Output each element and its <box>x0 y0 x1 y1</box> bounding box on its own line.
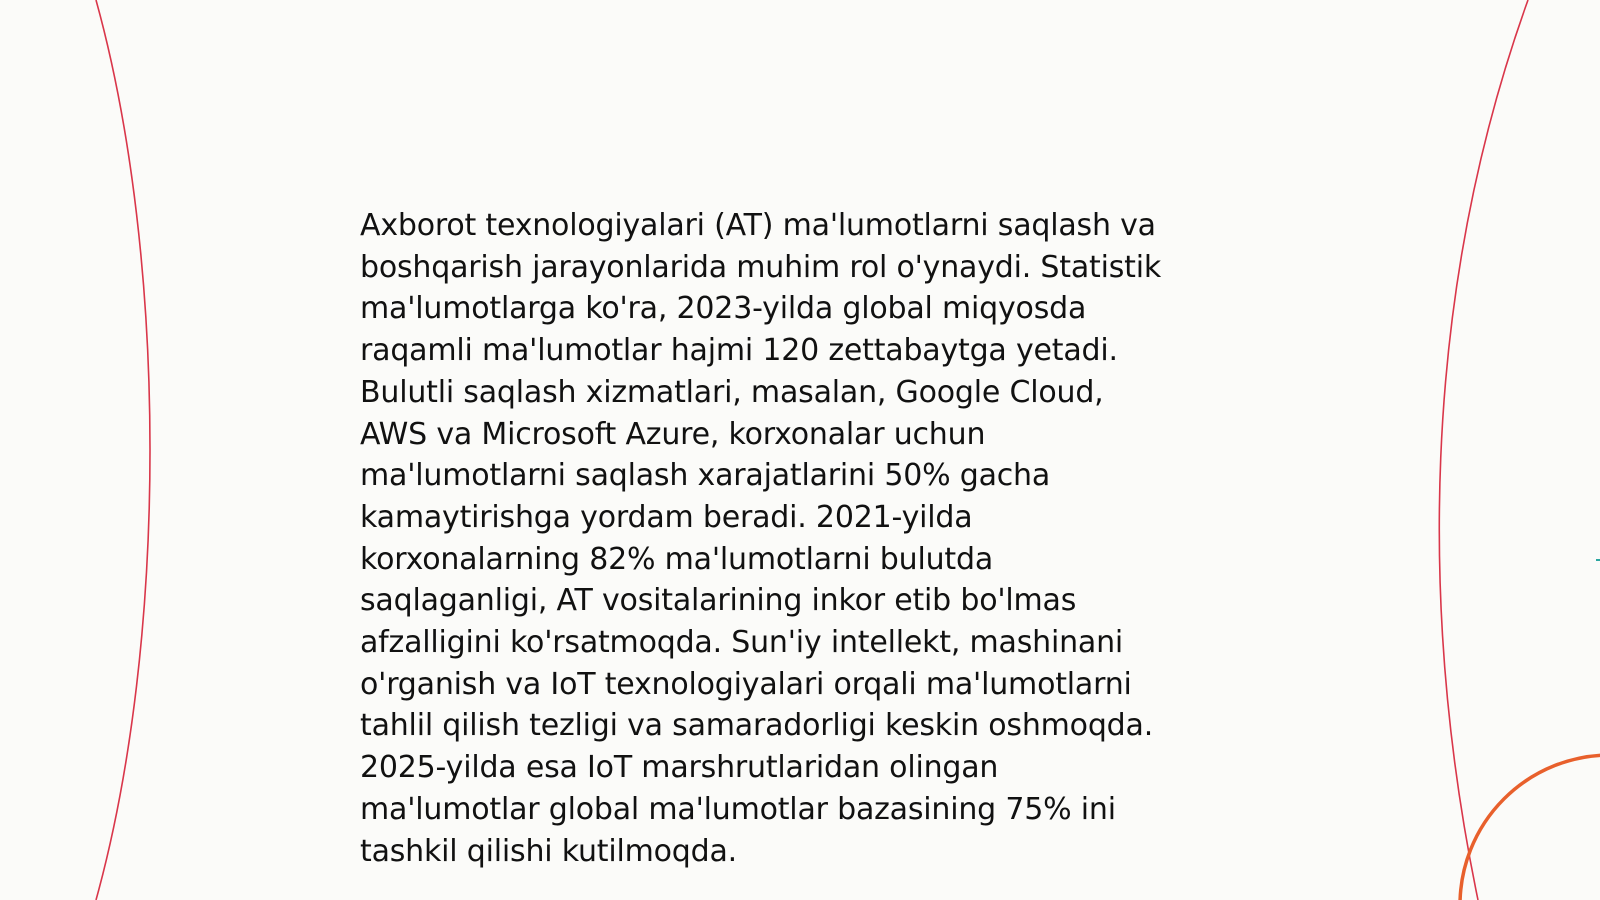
paragraph-line: boshqarish jarayonlarida muhim rol o'ynaydi. Statistik <box>360 249 1162 285</box>
left-arc <box>96 0 150 900</box>
paragraph-line: korxonalarning 82% ma'lumotlarni bulutda <box>360 541 994 577</box>
right-arc <box>1439 0 1528 900</box>
paragraph-line: saqlaganligi, AT vositalarining inkor etib bo'lmas <box>360 583 1077 619</box>
paragraph-line: ma'lumotlarni saqlash xarajatlarini 50% gacha <box>360 458 1051 494</box>
paragraph-line: kamaytirishga yordam beradi. 2021-yilda <box>360 499 973 535</box>
paragraph-line: tashkil qilishi kutilmoqda. <box>360 833 738 869</box>
paragraph-line: AWS va Microsoft Azure, korxonalar uchun <box>360 416 986 452</box>
paragraph-line: ma'lumotlar global ma'lumotlar bazasining 75% ini <box>360 791 1116 827</box>
paragraph-line: Bulutli saqlash xizmatlari, masalan, Google Cloud, <box>360 374 1104 410</box>
paragraph-line: o'rganish va IoT texnologiyalari orqali ma'lumotlarni <box>360 666 1132 702</box>
body-paragraph <box>360 205 1240 872</box>
paragraph-line: raqamli ma'lumotlar hajmi 120 zettabaytga yetadi. <box>360 333 1118 369</box>
orange-circle-arc <box>1460 755 1600 900</box>
paragraph-line: ma'lumotlarga ko'ra, 2023-yilda global miqyosda <box>360 291 1087 327</box>
paragraph-line: tahlil qilish tezligi va samaradorligi keskin oshmoqda. <box>360 708 1154 744</box>
paragraph-line: 2025-yilda esa IoT marshrutlaridan olingan <box>360 750 999 786</box>
paragraph-line: afzalligini ko'rsatmoqda. Sun'iy intellekt, mashinani <box>360 625 1124 661</box>
paragraph-line: Axborot texnologiyalari (AT) ma'lumotlarni saqlash va <box>360 208 1156 243</box>
